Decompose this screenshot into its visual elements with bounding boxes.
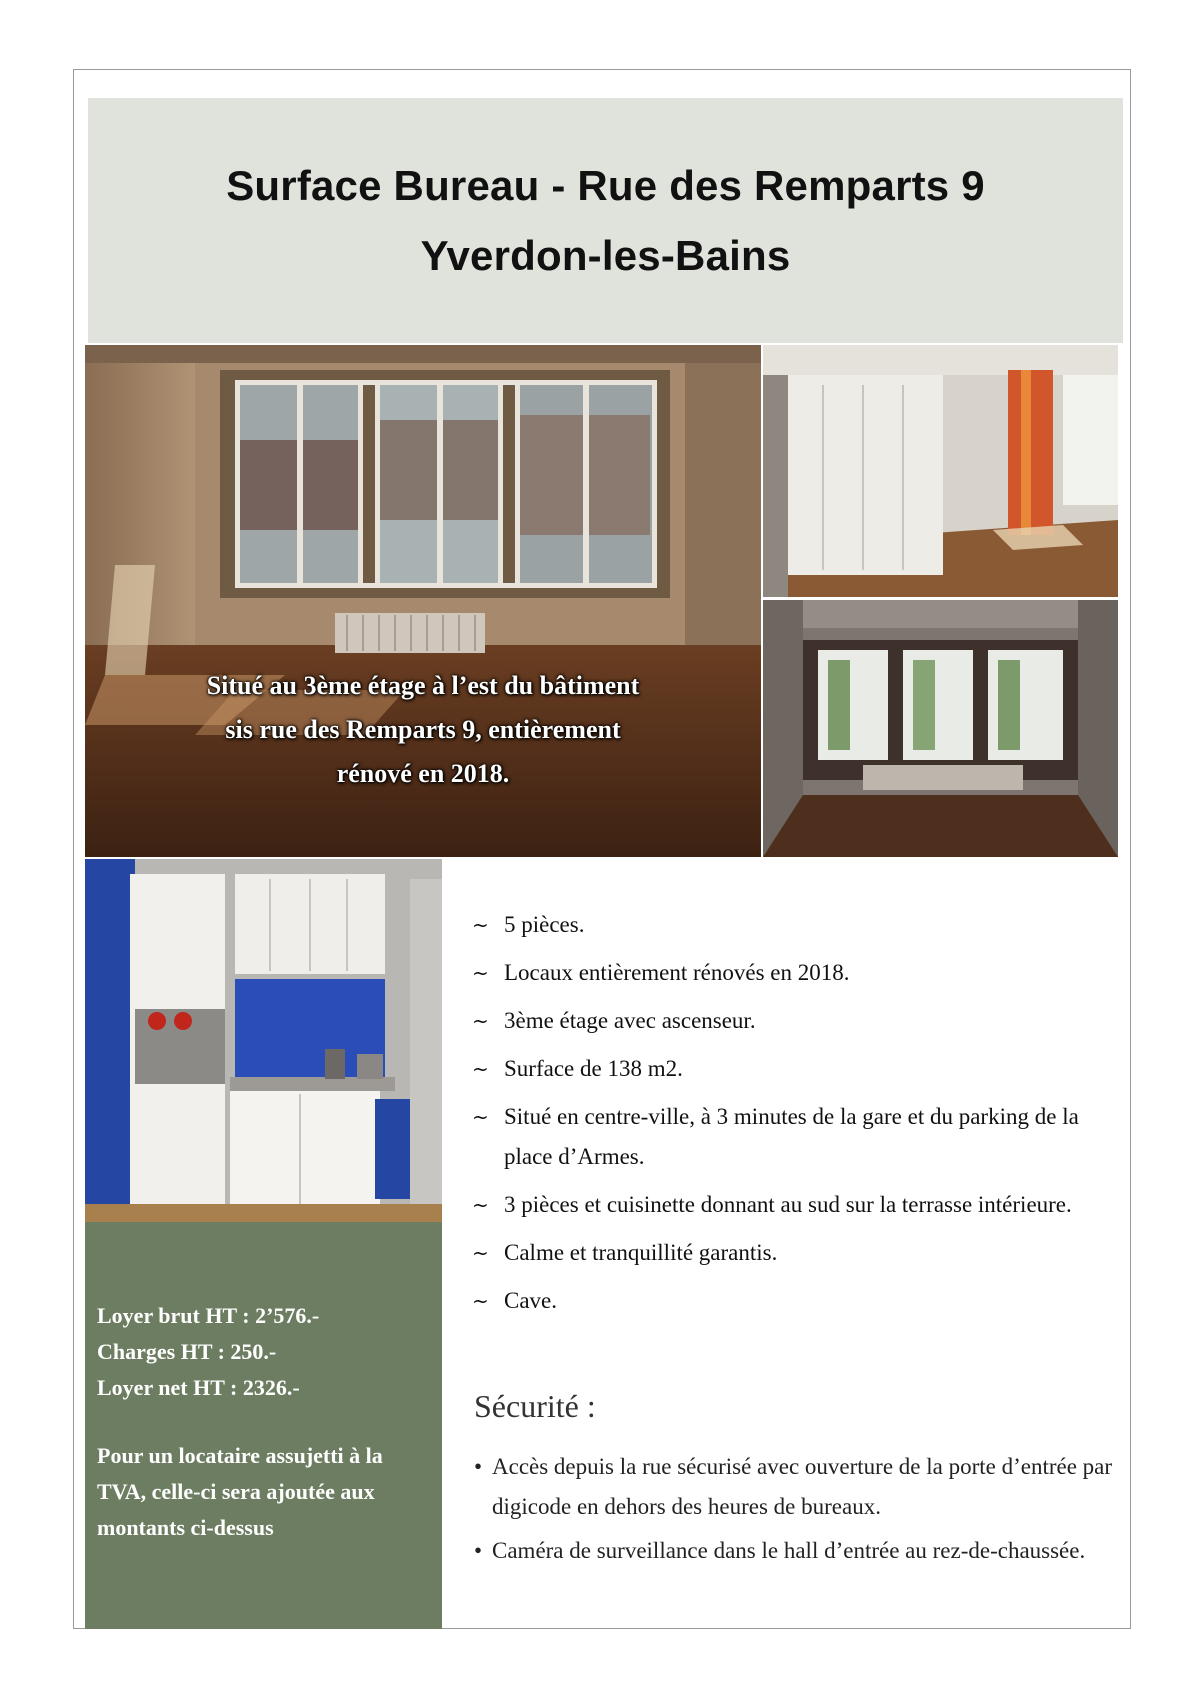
tilde-icon: ~: [472, 1241, 489, 1265]
location-overlay-text: [85, 664, 761, 796]
list-item: • Accès depuis la rue sécurisé avec ouverture de la porte d’entrée par digicode en dehors des heures de bureaux.: [474, 1447, 1124, 1527]
vat-note: Pour un locataire assujetti à la TVA, celle-ci sera ajoutée aux montants ci-dessus: [97, 1443, 383, 1540]
overlay-line-1: Situé au 3ème étage à l’est du bâtiment: [206, 671, 640, 700]
overlay-line-2: sis rue des Remparts 9, entièrement: [225, 715, 621, 744]
cupboards-photo: [763, 345, 1118, 597]
security-list: [474, 1447, 1124, 1575]
tilde-icon: ~: [472, 1105, 489, 1129]
list-item: ~ Situé en centre-ville, à 3 minutes de la gare et du parking de la place d’Armes.: [472, 1097, 1112, 1177]
list-item: ~ 3 pièces et cuisinette donnant au sud sur la terrasse intérieure.: [472, 1185, 1112, 1225]
bullet-icon: •: [474, 1454, 483, 1479]
tilde-icon: ~: [472, 961, 489, 985]
rent-list: [97, 1298, 432, 1406]
page-subtitle-city: Yverdon-les-Bains: [420, 231, 791, 279]
features-list: [472, 905, 1112, 1329]
kitchenette-photo: [85, 859, 442, 1222]
gross-rent: Loyer brut HT : 2’576.-: [97, 1303, 320, 1328]
room-windows-photo: [763, 600, 1118, 857]
tilde-icon: ~: [472, 913, 489, 937]
bullet-icon: •: [474, 1538, 483, 1563]
tilde-icon: ~: [472, 1289, 489, 1313]
page-title: Surface Bureau - Rue des Remparts 9: [226, 161, 985, 209]
charges: Charges HT : 250.-: [97, 1339, 277, 1364]
tilde-icon: ~: [472, 1057, 489, 1081]
list-item: ~ Calme et tranquillité garantis.: [472, 1233, 1112, 1273]
tilde-icon: ~: [472, 1193, 489, 1217]
list-item: ~ 3ème étage avec ascenseur.: [472, 1001, 1112, 1041]
list-item: • Caméra de surveillance dans le hall d’entrée au rez-de-chaussée.: [474, 1531, 1124, 1571]
security-heading: Sécurité :: [474, 1388, 596, 1424]
pricing-box: [85, 1222, 442, 1629]
title-box: [88, 98, 1123, 343]
list-item: ~ Surface de 138 m2.: [472, 1049, 1112, 1089]
overlay-line-3: rénové en 2018.: [336, 759, 510, 788]
list-item: ~ Locaux entièrement rénovés en 2018.: [472, 953, 1112, 993]
net-rent: Loyer net HT : 2326.-: [97, 1375, 300, 1400]
list-item: ~ Cave.: [472, 1281, 1112, 1321]
tilde-icon: ~: [472, 1009, 489, 1033]
list-item: ~ 5 pièces.: [472, 905, 1112, 945]
